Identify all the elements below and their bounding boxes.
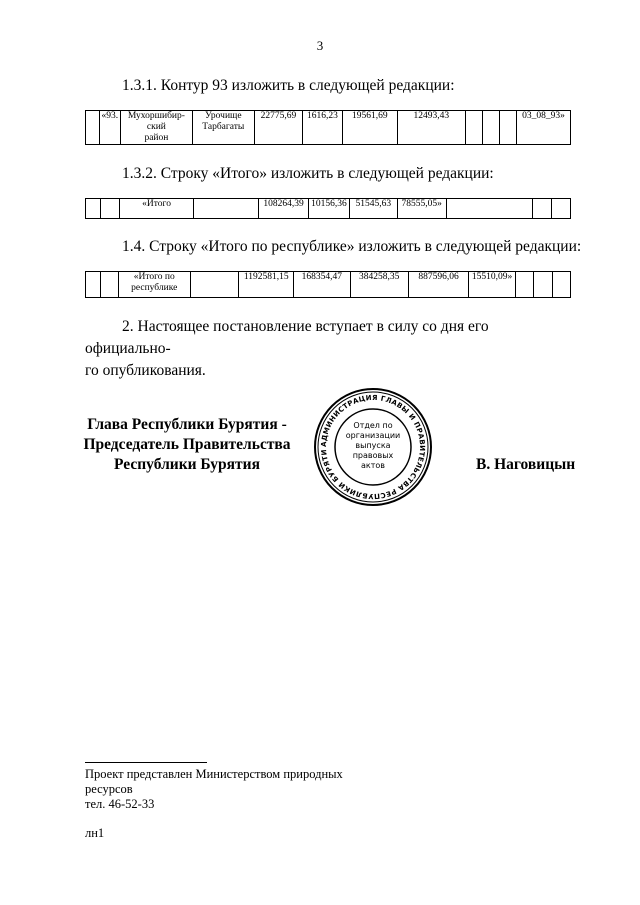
table-cell: 168354,47 <box>294 272 350 298</box>
table-cell: 78555,05» <box>397 199 446 219</box>
stamp-line-4: правовых <box>352 451 394 460</box>
table-cell <box>532 199 551 219</box>
stamp-line-3: выпуска <box>355 441 391 450</box>
footnote-divider <box>85 762 207 763</box>
table-itogo <box>85 198 571 219</box>
table-cell: «Итого по республике <box>118 272 190 298</box>
footer-note <box>85 767 343 812</box>
table-cell: 887596,06 <box>408 272 468 298</box>
clause-2-line-1: 2. Настоящее постановление вступает в силу со дня его официально- <box>85 318 489 357</box>
section-1-3-1-heading: 1.3.1. Контур 93 изложить в следующей редакции: <box>122 77 455 94</box>
table-row <box>86 111 571 145</box>
table-cell <box>193 199 259 219</box>
official-stamp <box>312 386 434 508</box>
signature-title-line-3: Республики Бурятия <box>114 456 260 473</box>
section-1-4-heading: 1.4. Строку «Итого по республике» изложить в следующей редакции: <box>122 238 582 255</box>
table-cell <box>86 199 101 219</box>
footer-line-2: ресурсов <box>85 782 133 796</box>
table-cell <box>483 111 500 145</box>
table-row <box>86 199 571 219</box>
table-cell: 12493,43 <box>397 111 465 145</box>
stamp-line-2: организации <box>345 431 401 440</box>
table-cell: «Итого <box>120 199 194 219</box>
table-cell: 19561,69 <box>343 111 398 145</box>
table-cell <box>551 199 570 219</box>
table-cell <box>499 111 516 145</box>
clause-2-line-2: го опубликования. <box>85 362 206 379</box>
table-cell <box>552 272 570 298</box>
table-cell <box>446 199 532 219</box>
footer-code: лн1 <box>85 826 105 840</box>
table-cell <box>466 111 483 145</box>
table-cell: «93. <box>99 111 121 145</box>
table-cell: 03_08_93» <box>516 111 570 145</box>
table-row <box>86 272 571 298</box>
footer-phone: тел. 46-52-33 <box>85 797 155 811</box>
table-contour-93 <box>85 110 571 145</box>
table-cell: 15510,09» <box>469 272 516 298</box>
table-cell <box>101 199 120 219</box>
table-cell: Мухоршибир- ский район <box>121 111 192 145</box>
signature-title-line-1: Глава Республики Бурятия - <box>87 416 287 433</box>
table-cell <box>190 272 239 298</box>
page-number: 3 <box>316 38 324 53</box>
footer-line-1: Проект представлен Министерством природных <box>85 767 343 781</box>
section-1-3-2-heading: 1.3.2. Строку «Итого» изложить в следующей редакции: <box>122 165 494 182</box>
stamp-seal <box>312 386 434 508</box>
table-cell: 51545,63 <box>350 199 397 219</box>
stamp-line-5: актов <box>360 461 386 470</box>
signature-title-line-2: Председатель Правительства <box>83 436 291 453</box>
table-cell: 108264,39 <box>259 199 308 219</box>
table-cell: 1192581,15 <box>239 272 294 298</box>
table-cell: 22775,69 <box>255 111 303 145</box>
signature-title <box>82 415 292 475</box>
signatory-name: В. Наговицын <box>476 456 576 473</box>
table-cell: 1616,23 <box>302 111 342 145</box>
stamp-line-1: Отдел по <box>353 421 393 430</box>
clause-2-text <box>85 316 575 382</box>
table-cell <box>516 272 534 298</box>
table-cell <box>86 272 101 298</box>
table-itogo-republic <box>85 271 571 298</box>
table-cell: Урочище Тарбагаты <box>192 111 254 145</box>
table-cell <box>534 272 552 298</box>
stamp-ring-text: АДМИНИСТРАЦИЯ ГЛАВЫ И ПРАВИТЕЛЬСТВА РЕСПУБЛИКИ БУРЯТИ <box>319 393 427 501</box>
table-cell: 10156,36 <box>308 199 349 219</box>
table-cell: 384258,35 <box>350 272 408 298</box>
table-cell <box>100 272 118 298</box>
